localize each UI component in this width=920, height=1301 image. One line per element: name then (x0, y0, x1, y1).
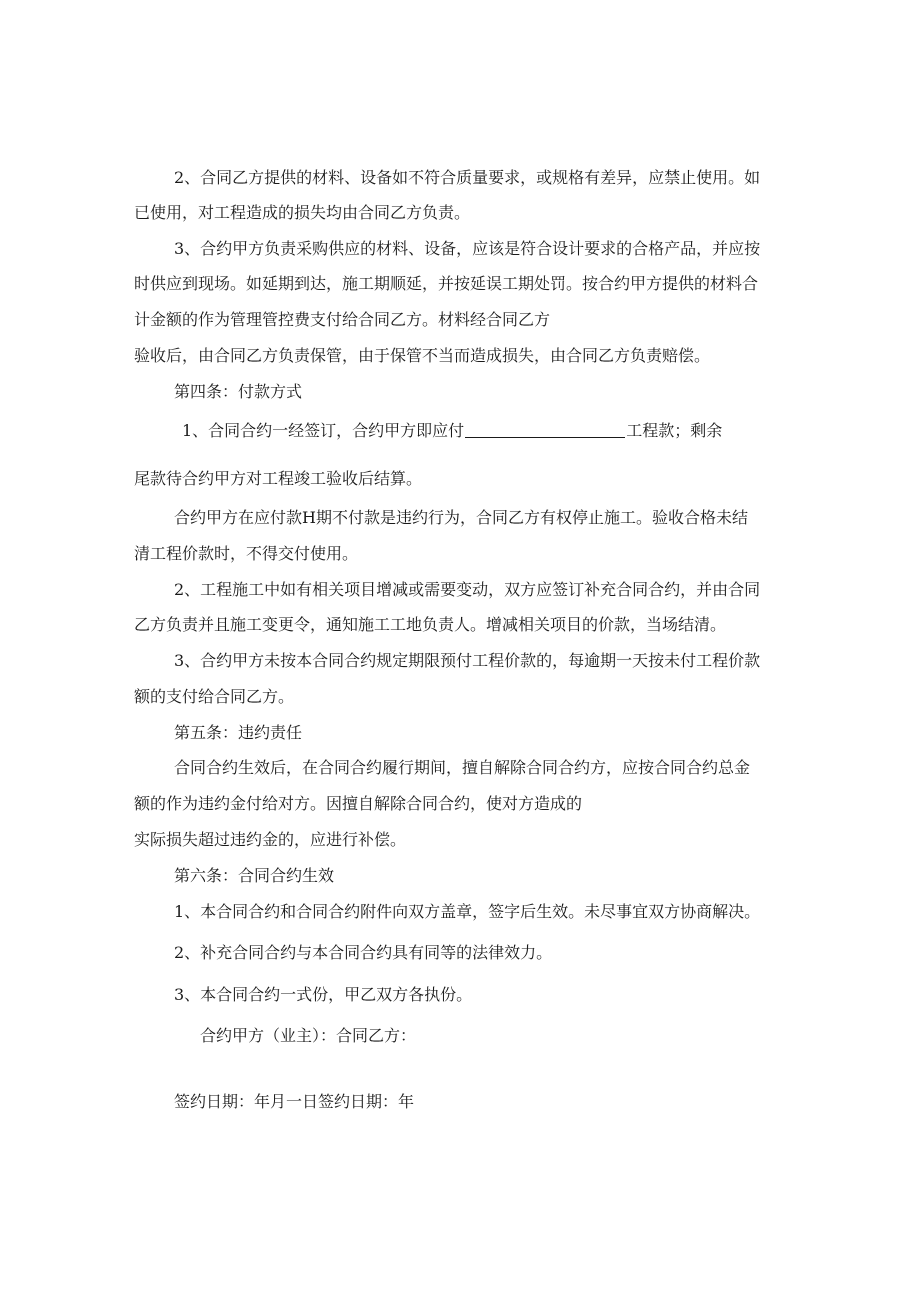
para-1-line-2: 已使用，对工程造成的损失均由合同乙方负责。 (134, 203, 471, 222)
para-10: 3、本合同合约一式份，甲乙双方各执份。 (174, 985, 473, 1004)
para-3-text-a: 1、合同合约一经签订，合约甲方即应付 (182, 421, 465, 440)
para-3-line-2: 尾款待合约甲方对工程竣工验收后结算。 (134, 469, 423, 488)
para-4-line-2: 清工程价款时，不得交付使用。 (134, 544, 359, 563)
article-5-heading: 第五条：违约责任 (174, 723, 303, 742)
para-6-line-2: 额的支付给合同乙方。 (134, 687, 295, 706)
para-2-line-4: 验收后，由合同乙方负责保管，由于保管不当而造成损失，由合同乙方负责赔偿。 (134, 346, 711, 365)
para-5-line-2: 乙方负责并且施工变更令，通知施工工地负责人。增减相关项目的价款，当场结清。 (134, 615, 727, 634)
para-3-text-b: 工程款；剩余 (626, 421, 723, 440)
para-8: 1、本合同合约和合同合约附件向双方盖章，签字后生效。未尽事宜双方协商解决。 (174, 902, 761, 921)
para-7-line-2: 额的作为违约金付给对方。因擅自解除合同合约，使对方造成的 (134, 794, 583, 813)
para-7-line-3: 实际损失超过违约金的，应进行补偿。 (134, 830, 407, 849)
article-6-heading: 第六条：合同合约生效 (174, 866, 335, 885)
para-6-line-1: 3、合约甲方未按本合同合约规定期限预付工程价款的，每逾期一天按未付工程价款 (174, 651, 761, 670)
para-1-line-1: 2、合同乙方提供的材料、设备如不符合质量要求，或规格有差异，应禁止使用。如 (174, 168, 761, 187)
para-5-line-1: 2、工程施工中如有相关项目增减或需要变动，双方应签订补充合同合约，并由合同 (174, 580, 761, 599)
para-2-line-3: 计金额的作为管理管控费支付给合同乙方。材料经合同乙方 (134, 310, 551, 329)
para-4-line-1: 合约甲方在应付款H期不付款是违约行为，合同乙方有权停止施工。验收合格未结 (174, 508, 748, 527)
para-9: 2、补充合同合约与本合同合约具有同等的法律效力。 (174, 943, 553, 962)
para-2-line-2: 时供应到现场。如延期到达，施工期顺延，并按延误工期处罚。按合约甲方提供的材料合 (134, 274, 759, 293)
para-7-line-1: 合同合约生效后，在合同合约履行期间，擅自解除合同合约方，应按合同合约总金 (174, 758, 751, 777)
para-3-line-1 (182, 420, 722, 442)
payment-amount-blank (465, 421, 625, 438)
article-4-heading: 第四条：付款方式 (174, 382, 303, 401)
parties-line: 合约甲方（业主）：合同乙方： (200, 1026, 417, 1045)
signing-dates-line: 签约日期：年月一日签约日期：年 (174, 1092, 415, 1111)
para-2-line-1: 3、合约甲方负责采购供应的材料、设备，应该是符合设计要求的合格产品，并应按 (174, 239, 761, 258)
